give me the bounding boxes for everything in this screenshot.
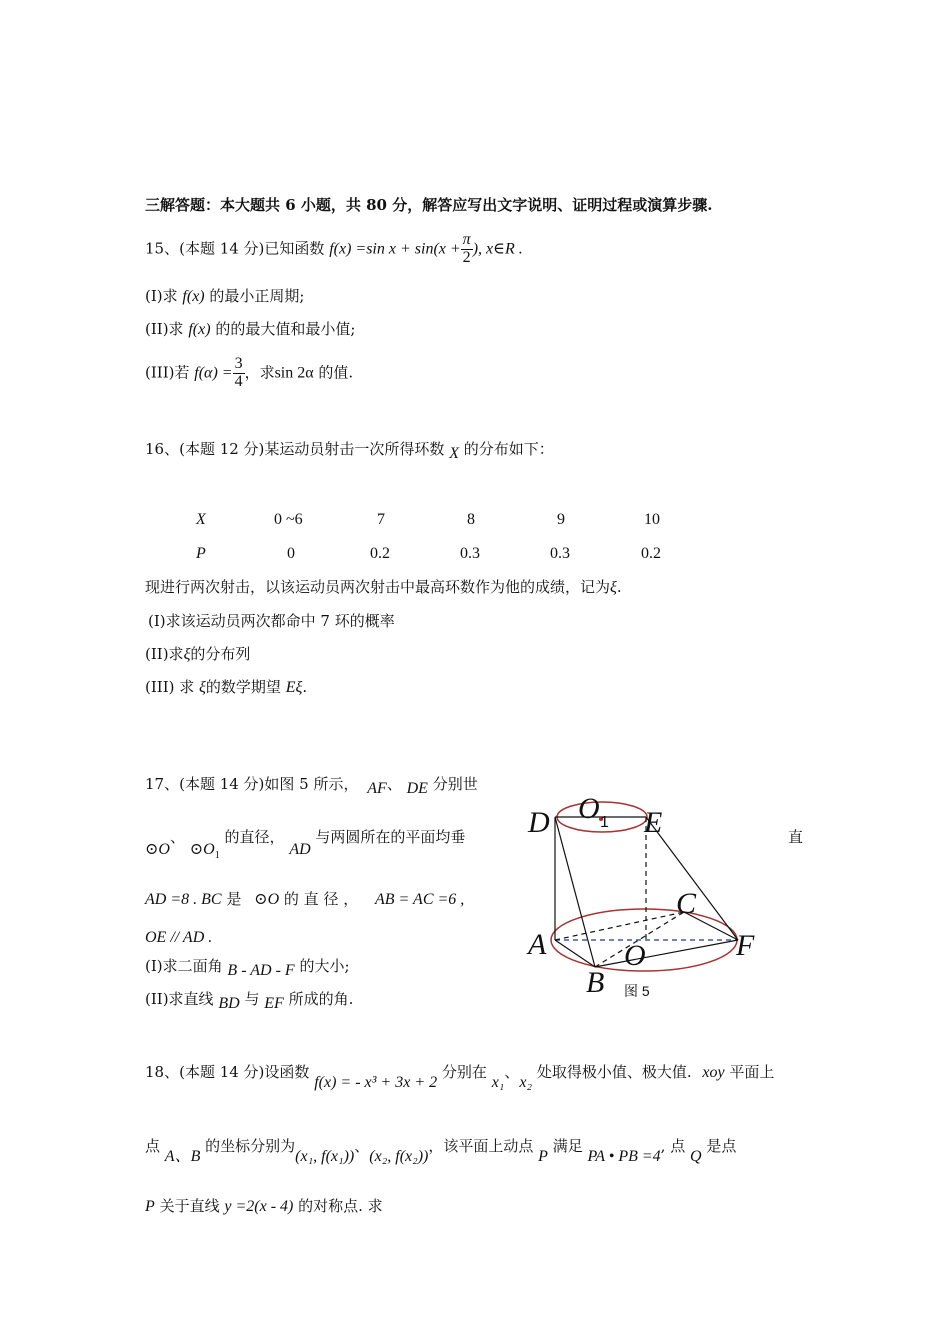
label-o1-sub: 1 bbox=[600, 814, 609, 831]
figure-caption: 图 5 bbox=[624, 983, 650, 999]
q17-line-4: OE // AD . bbox=[145, 929, 213, 946]
table-cell: 10 bbox=[644, 511, 660, 528]
q15-part-2: (II)求 f(x) 的的最大值和最小值; bbox=[145, 320, 356, 338]
q16-part-2: (II)求ξ的分布列 bbox=[145, 645, 251, 663]
label-e: E bbox=[644, 806, 663, 839]
q16-part-1: (I)求该运动员两次都命中 7 环的概率 bbox=[148, 612, 395, 630]
q17-part-1: (I)求二面角 B - AD - F 的大小; bbox=[145, 957, 350, 979]
label-a: A bbox=[528, 928, 547, 961]
q18-line-2: 点 A、B 的坐标分别为(x₁, f(x₁))、(x₂, f(x₂))，该平面上动点 P 满足 PA • PB =4, 点 Q 是点 bbox=[145, 1137, 737, 1165]
figure-5-cylinder bbox=[520, 780, 790, 1010]
q16-line-1: 现进行两次射击，以该运动员两次射击中最高环数作为他的成绩，记为ξ. bbox=[145, 578, 622, 596]
q15-fraction: $\frac{\pi}{2}$ bbox=[462, 231, 471, 266]
label-f: F bbox=[736, 929, 755, 962]
q15-prefix: 15、(本题 14 分)已知函数 bbox=[145, 239, 325, 258]
q18-stem: 18、(本题 14 分)设函数 f(x) = - x³ + 3x + 2 分别在 x₁、x₂ 处取得极小值、极大值. xoy 平面上 bbox=[145, 1063, 775, 1091]
q17-part-2: (II)求直线 BD 与 EF 所成的角. bbox=[145, 990, 354, 1012]
table-cell: 8 bbox=[467, 511, 475, 528]
q16-stem: 16、(本题 12 分)某运动员射击一次所得环数 X 的分布如下： bbox=[145, 440, 554, 462]
label-o1: O bbox=[578, 792, 600, 825]
table-cell: 0.3 bbox=[460, 545, 480, 562]
q17-line-3: AD =8 . BC 是 ⊙O 的 直 径 ， AB = AC =6 , bbox=[145, 890, 465, 908]
table-cell: 0.2 bbox=[641, 545, 661, 562]
q15-function: f(x) =sin x + sin(x + bbox=[329, 240, 461, 258]
label-o: O bbox=[624, 939, 646, 972]
q15-function-tail: ), x∈R . bbox=[472, 240, 523, 258]
segment-ac bbox=[555, 912, 684, 940]
q15-stem bbox=[145, 232, 523, 267]
table-cell: 0 ~6 bbox=[274, 511, 303, 528]
q17-line-2-far: 直 bbox=[788, 828, 804, 846]
q17-line-2: ⊙O、 $⊙O_1$ 的直径， AD 与两圆所在的平面均垂 bbox=[145, 828, 466, 861]
q18-line-3: P 关于直线 y =2(x - 4) 的对称点. 求 bbox=[145, 1197, 383, 1215]
q15-p3-fraction: $\frac{3}{4}$ bbox=[234, 355, 243, 390]
table-cell: 7 bbox=[377, 511, 385, 528]
table-cell: 0.3 bbox=[550, 545, 570, 562]
label-d: D bbox=[528, 806, 550, 839]
table-cell: 0 bbox=[287, 545, 295, 562]
q15-part-1: (I)求 f(x) 的最小正周期; bbox=[145, 287, 305, 305]
q15-part-3: (III)若 f(α) = $\frac{3}{4}$ ，求sin 2α 的值. bbox=[145, 355, 354, 390]
segment-bf bbox=[595, 940, 738, 967]
table-cell: 9 bbox=[557, 511, 565, 528]
label-c: C bbox=[676, 887, 697, 920]
q17-stem: 17、(本题 14 分)如图 5 所示， AF、 DE 分别世 bbox=[145, 775, 478, 797]
q16-part-3: (III) 求 ξ的数学期望 Eξ. bbox=[145, 678, 308, 696]
table-cell: 0.2 bbox=[370, 545, 390, 562]
section-heading: 三解答题：本大题共 6 小题，共 80 分，解答应写出文字说明、证明过程或演算步骤. bbox=[145, 196, 713, 214]
table-header-x: X bbox=[196, 511, 206, 528]
table-header-p: P bbox=[196, 545, 206, 562]
label-b: B bbox=[586, 966, 605, 999]
